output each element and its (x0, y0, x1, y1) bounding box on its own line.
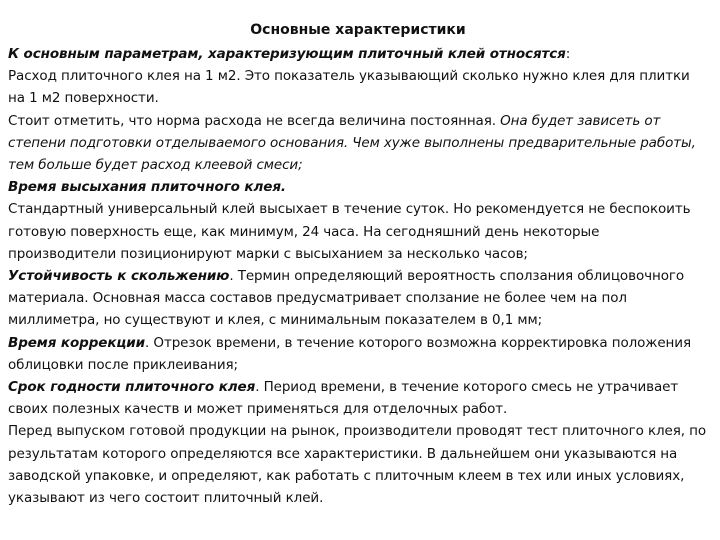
correction-text: . Отрезок времени, в течение которого возможна корректировка положения облицовки после приклеивания; (8, 334, 691, 373)
body-text (8, 43, 708, 509)
drying-paragraph: Стандартный универсальный клей высыхает в течение суток. Но рекомендуется не беспокоить готовую поверхность еще, как минимум, 24 часа. На сегодняшний день некоторые производители позиционируют марки с высыханием за несколько часов; (8, 201, 691, 262)
slip-heading: Устойчивость к скольжению (8, 268, 230, 285)
consumption-paragraph: Расход плиточного клея на 1 м2. Это показатель указывающий сколько нужно клея для плитки на 1 м2 поверхности. (8, 68, 690, 107)
correction-heading: Время коррекции (8, 334, 146, 351)
consumption-note-italic: Она будет зависеть от степени подготовки отделываемого основания. Чем хуже выполнены предварительные работы, тем больше будет расход клеевой смеси; (8, 112, 696, 174)
shelf-life-text: . Период времени, в течение которого смесь не утрачивает своих полезных качеств и может применяться для отделочных работ. (8, 379, 679, 418)
page-title: Основные характеристики (250, 22, 466, 38)
consumption-note: Стоит отметить, что норма расхода не всегда величина постоянная. (8, 112, 501, 129)
slip-paragraph (8, 265, 708, 332)
intro-paragraph (8, 43, 708, 65)
conclusion-paragraph: Перед выпуском готовой продукции на рынок, производители проводят тест плиточного клея, по результатам которого определяются все характеристики. В дальнейшем они указываются на заводской упаковке, и определяют, как работать с плиточным клеем в тех или иных условиях, указывают из чего состоит плиточный клей. (8, 423, 707, 507)
intro-heading: К основным параметрам, характеризующим плиточный клей относятся (8, 46, 566, 62)
shelf-life-paragraph (8, 376, 708, 420)
intro-colon: : (565, 46, 571, 62)
consumption-note-paragraph (8, 110, 708, 177)
slip-text: . Термин определяющий вероятность сползания облицовочного материала. Основная масса составов предусматривает сползание не более чем на пол миллиметра, но существуют и клея, с минимальным показателем в 0,1 мм; (8, 268, 685, 329)
shelf-life-heading: Срок годности плиточного клея (8, 379, 256, 396)
drying-heading: Время высыхания плиточного клея. (8, 179, 286, 196)
correction-paragraph (8, 332, 708, 376)
